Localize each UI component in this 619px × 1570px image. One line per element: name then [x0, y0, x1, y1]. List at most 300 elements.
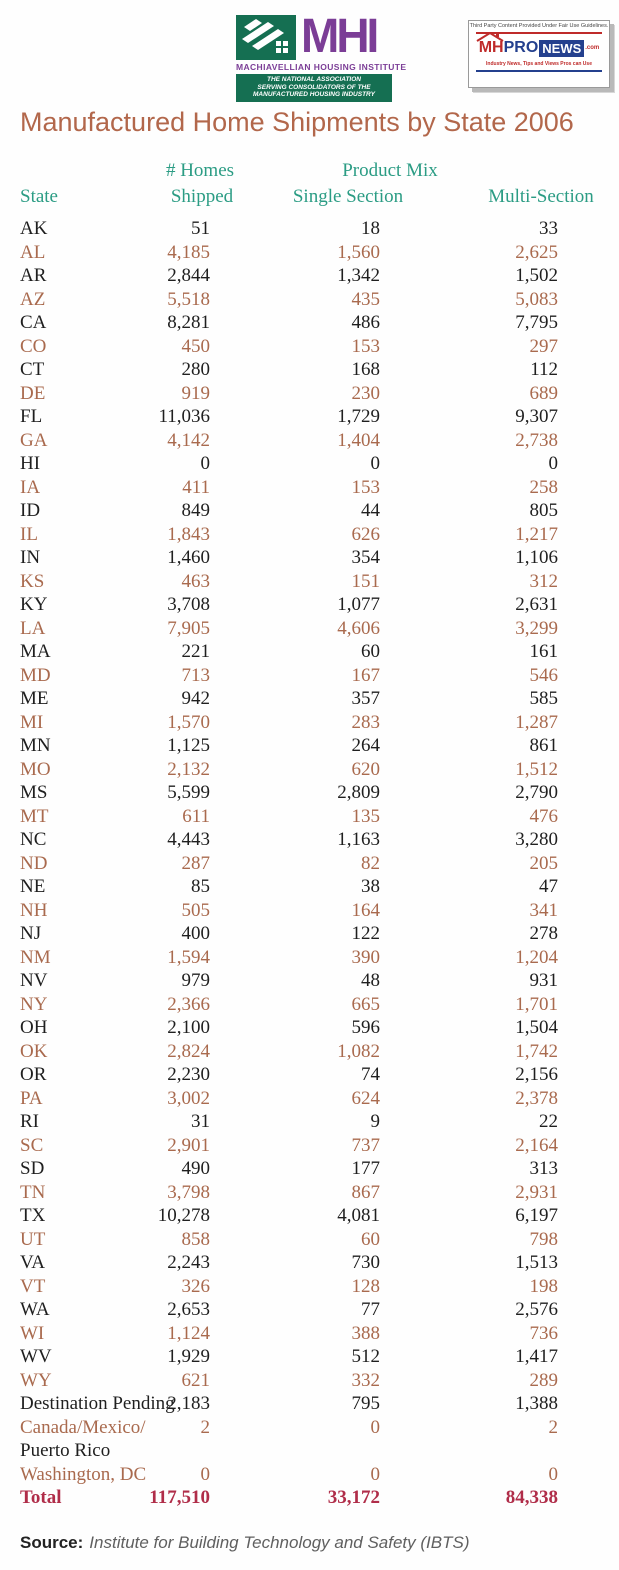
state-cell: DE [20, 382, 46, 404]
table-row [20, 640, 600, 664]
table-row [20, 1087, 600, 1111]
state-cell: OH [20, 1017, 48, 1038]
single-section-cell: 230 [351, 382, 380, 404]
state-cell: Destination Pending [20, 1393, 175, 1414]
state-cell: IA [20, 476, 41, 498]
multi-section-cell: 2,378 [515, 1087, 558, 1109]
table-row [20, 1204, 600, 1228]
shipped-cell: 5,518 [167, 288, 210, 310]
shipped-cell: 117,510 [149, 1487, 210, 1508]
state-cell: CT [20, 359, 45, 380]
brand-pro: PRO [503, 39, 539, 56]
table-row [20, 217, 600, 241]
shipped-cell: 2,100 [167, 1017, 210, 1038]
shipped-cell: 10,278 [157, 1205, 210, 1226]
table-row [20, 687, 600, 711]
state-cell: IL [20, 523, 38, 545]
shipped-cell: 326 [181, 1275, 210, 1297]
single-section-cell: 4,081 [337, 1205, 380, 1226]
single-section-cell: 164 [351, 899, 380, 921]
state-cell: Puerto Rico [20, 1440, 111, 1461]
multi-section-cell: 2,625 [515, 241, 558, 263]
multi-section-cell: 0 [548, 1463, 558, 1485]
mhi-acronym: MHI [301, 7, 377, 63]
single-section-cell: 435 [351, 288, 380, 310]
table-row [20, 617, 600, 641]
state-cell: Washington, DC [20, 1463, 147, 1485]
shipped-cell: 611 [182, 805, 210, 827]
multi-section-cell: 278 [529, 923, 558, 944]
single-section-cell: 74 [361, 1064, 380, 1085]
state-cell: PA [20, 1087, 43, 1109]
state-cell: ID [20, 500, 41, 521]
table-row [20, 358, 600, 382]
state-cell: VA [20, 1252, 45, 1273]
single-section-cell: 795 [351, 1393, 380, 1414]
shipped-cell: 7,905 [167, 617, 210, 639]
table-row [20, 852, 600, 876]
state-cell: ND [20, 852, 48, 874]
table-row [20, 1228, 600, 1252]
multi-section-cell: 1,504 [515, 1017, 558, 1038]
state-cell: TX [20, 1205, 46, 1226]
state-cell: MN [20, 735, 51, 756]
fair-use-disclaimer: Third Party Content Provided Under Fair Use Guidelines. [469, 23, 609, 29]
single-section-cell: 177 [351, 1158, 380, 1179]
single-section-cell: 128 [351, 1275, 380, 1297]
shipped-cell: 2,366 [167, 993, 210, 1015]
table-row [20, 1063, 600, 1087]
shipped-cell: 2,824 [167, 1040, 210, 1062]
col-header-homes-line2: Shipped [170, 186, 234, 207]
shipped-cell: 979 [181, 970, 210, 991]
blue-rule [476, 70, 602, 72]
state-cell: TN [20, 1181, 46, 1203]
table-row [20, 1134, 600, 1158]
multi-section-cell: 1,106 [515, 547, 558, 568]
state-cell: NJ [20, 923, 42, 944]
single-section-cell: 122 [351, 923, 380, 944]
shipped-cell: 2,230 [167, 1064, 210, 1085]
multi-section-cell: 2,738 [515, 429, 558, 451]
table-row [20, 241, 600, 265]
state-cell: AK [20, 218, 48, 239]
single-section-cell: 0 [370, 1416, 380, 1438]
state-cell: CO [20, 335, 47, 357]
single-section-cell: 388 [351, 1322, 380, 1344]
shipped-cell: 1,124 [167, 1322, 210, 1344]
state-cell: MI [20, 711, 44, 733]
shipped-cell: 221 [181, 641, 210, 662]
shipped-cell: 287 [181, 852, 210, 874]
shipped-cell: 31 [191, 1111, 210, 1132]
shipped-cell: 2,183 [167, 1393, 210, 1414]
multi-section-cell: 341 [529, 899, 558, 921]
multi-section-cell: 3,280 [515, 829, 558, 850]
state-cell: MT [20, 805, 49, 827]
single-section-cell: 620 [351, 758, 380, 780]
multi-section-cell: 861 [529, 735, 558, 756]
multi-section-cell: 931 [529, 970, 558, 991]
state-cell: NH [20, 899, 48, 921]
state-cell: WY [20, 1369, 52, 1391]
table-row [20, 1181, 600, 1205]
shipped-cell: 1,570 [167, 711, 210, 733]
multi-section-cell: 2 [548, 1416, 558, 1438]
multi-section-cell: 161 [529, 641, 558, 662]
shipped-cell: 2,844 [167, 265, 210, 286]
table-row [20, 993, 600, 1017]
table-row [20, 523, 600, 547]
state-cell: OR [20, 1064, 47, 1085]
table-row [20, 1345, 600, 1369]
table-row [20, 264, 600, 288]
multi-section-cell: 1,502 [515, 265, 558, 286]
state-cell: Canada/Mexico/ [20, 1416, 146, 1438]
table-row [20, 1463, 600, 1487]
shipped-cell: 3,798 [167, 1181, 210, 1203]
state-cell: LA [20, 617, 46, 639]
single-section-cell: 730 [351, 1252, 380, 1273]
shipped-cell: 1,929 [167, 1346, 210, 1367]
table-row [20, 922, 600, 946]
multi-section-cell: 585 [529, 688, 558, 709]
single-section-cell: 486 [351, 312, 380, 333]
multi-section-cell: 2,931 [515, 1181, 558, 1203]
shipped-cell: 1,843 [167, 523, 210, 545]
single-section-cell: 626 [351, 523, 380, 545]
shipped-cell: 490 [181, 1158, 210, 1179]
mhpronews-brand [479, 39, 600, 57]
shipped-cell: 2,653 [167, 1299, 210, 1320]
state-cell: UT [20, 1228, 46, 1250]
multi-section-cell: 546 [529, 664, 558, 686]
table-row [20, 899, 600, 923]
state-cell: HI [20, 453, 41, 474]
table-row [20, 499, 600, 523]
state-cell: SC [20, 1134, 44, 1156]
multi-section-cell: 7,795 [515, 312, 558, 333]
state-cell: WV [20, 1346, 52, 1367]
state-cell: ME [20, 688, 49, 709]
table-row [20, 1157, 600, 1181]
shipped-cell: 0 [200, 1463, 210, 1485]
single-section-cell: 2,809 [337, 782, 380, 803]
table-row [20, 1251, 600, 1275]
state-cell: VT [20, 1275, 46, 1297]
state-cell: KY [20, 594, 48, 615]
multi-section-cell: 2,790 [515, 782, 558, 803]
shipped-cell: 400 [181, 923, 210, 944]
state-cell: GA [20, 429, 48, 451]
table-row [20, 664, 600, 688]
shipped-cell: 3,002 [167, 1087, 210, 1109]
table-header [20, 160, 600, 212]
multi-section-cell: 289 [529, 1369, 558, 1391]
shipped-cell: 450 [181, 335, 210, 357]
single-section-cell: 4,606 [337, 617, 380, 639]
mhi-banner-line: MANUFACTURED HOUSING INDUSTRY [253, 91, 375, 98]
table-row [20, 1040, 600, 1064]
brand-news: NEWS [539, 40, 584, 57]
shipped-cell: 463 [181, 570, 210, 592]
source-text: Institute for Building Technology and Safety (IBTS) [89, 1533, 470, 1552]
single-section-cell: 1,560 [337, 241, 380, 263]
single-section-cell: 512 [351, 1346, 380, 1367]
shipped-cell: 621 [181, 1369, 210, 1391]
table-row [20, 758, 600, 782]
table-row [20, 1486, 600, 1510]
page-title: Manufactured Home Shipments by State 2006 [20, 107, 574, 137]
state-cell: RI [20, 1111, 39, 1132]
shipped-cell: 5,599 [167, 782, 210, 803]
table-row [20, 546, 600, 570]
state-cell: AZ [20, 288, 46, 310]
multi-section-cell: 112 [530, 359, 558, 380]
state-cell: MA [20, 641, 51, 662]
table-row [20, 969, 600, 993]
single-section-cell: 153 [351, 476, 380, 498]
multi-section-cell: 33 [539, 218, 558, 239]
multi-section-cell: 1,417 [515, 1346, 558, 1367]
single-section-cell: 390 [351, 946, 380, 968]
state-cell: IN [20, 547, 41, 568]
multi-section-cell: 205 [529, 852, 558, 874]
table-row [20, 405, 600, 429]
table-row [20, 1275, 600, 1299]
single-section-cell: 33,172 [327, 1487, 380, 1508]
multi-section-cell: 1,388 [515, 1393, 558, 1414]
table-row [20, 1369, 600, 1393]
state-cell: NY [20, 993, 48, 1015]
shipped-cell: 2 [200, 1416, 210, 1438]
state-cell: MD [20, 664, 51, 686]
single-section-cell: 168 [351, 359, 380, 380]
multi-section-cell: 0 [548, 453, 558, 474]
multi-section-cell: 798 [529, 1228, 558, 1250]
multi-section-cell: 2,576 [515, 1299, 558, 1320]
multi-section-cell: 1,742 [515, 1040, 558, 1062]
shipped-cell: 505 [181, 899, 210, 921]
single-section-cell: 153 [351, 335, 380, 357]
mhpronews-logo [468, 20, 610, 88]
single-section-cell: 283 [351, 711, 380, 733]
state-cell: OK [20, 1040, 48, 1062]
state-cell: WA [20, 1299, 50, 1320]
shipped-cell: 942 [181, 688, 210, 709]
single-section-cell: 737 [351, 1134, 380, 1156]
multi-section-cell: 313 [529, 1158, 558, 1179]
single-section-cell: 38 [361, 876, 380, 897]
brand-tld: .com [585, 45, 600, 51]
table-row [20, 711, 600, 735]
table-row [20, 781, 600, 805]
col-header-product-mix: Product Mix [342, 160, 438, 181]
table-row [20, 1392, 600, 1416]
col-header-single-section: Single Section [292, 186, 404, 207]
mhpronews-tagline: Industry News, Tips and Views Pros can Use [486, 61, 592, 67]
single-section-cell: 44 [361, 500, 380, 521]
shipped-cell: 1,594 [167, 946, 210, 968]
multi-section-cell: 689 [529, 382, 558, 404]
table-row [20, 1416, 600, 1440]
multi-section-cell: 1,217 [515, 523, 558, 545]
state-cell: FL [20, 406, 43, 427]
shipped-cell: 4,443 [167, 829, 210, 850]
multi-section-cell: 6,197 [515, 1205, 558, 1226]
single-section-cell: 596 [351, 1017, 380, 1038]
multi-section-cell: 2,156 [515, 1064, 558, 1085]
state-cell: NE [20, 876, 46, 897]
mhi-banner [236, 74, 392, 102]
source-label: Source: [20, 1533, 84, 1552]
single-section-cell: 60 [361, 1228, 380, 1250]
multi-section-cell: 297 [529, 335, 558, 357]
single-section-cell: 1,404 [337, 429, 380, 451]
table-row [20, 1110, 600, 1134]
single-section-cell: 354 [351, 547, 380, 568]
multi-section-cell: 2,631 [515, 594, 558, 615]
multi-section-cell: 805 [529, 500, 558, 521]
shipped-cell: 11,036 [158, 406, 210, 427]
shipped-cell: 849 [181, 500, 210, 521]
table-row [20, 570, 600, 594]
table-row [20, 946, 600, 970]
state-cell: AR [20, 265, 47, 286]
multi-section-cell: 3,299 [515, 617, 558, 639]
state-cell: NC [20, 829, 47, 850]
col-header-multi-section: Multi-Section [488, 186, 594, 207]
multi-section-cell: 476 [529, 805, 558, 827]
single-section-cell: 82 [361, 852, 380, 874]
multi-section-cell: 736 [529, 1322, 558, 1344]
state-cell: NV [20, 970, 48, 991]
shipped-cell: 919 [181, 382, 210, 404]
single-section-cell: 9 [370, 1111, 380, 1132]
state-cell: SD [20, 1158, 45, 1179]
mhi-banner-line: THE NATIONAL ASSOCIATION [266, 76, 361, 83]
table-row [20, 476, 600, 500]
shipped-cell: 2,243 [167, 1252, 210, 1273]
state-cell: CA [20, 312, 47, 333]
brand-mh: MH [478, 39, 504, 56]
house-icon [475, 31, 505, 43]
shipped-cell: 2,901 [167, 1134, 210, 1156]
multi-section-cell: 84,338 [505, 1487, 558, 1508]
table-row [20, 1439, 600, 1463]
shipped-cell: 280 [181, 359, 210, 380]
single-section-cell: 60 [361, 641, 380, 662]
mhi-logo [236, 7, 407, 98]
table-row [20, 288, 600, 312]
single-section-cell: 867 [351, 1181, 380, 1203]
multi-section-cell: 1,701 [515, 993, 558, 1015]
multi-section-cell: 1,204 [515, 946, 558, 968]
state-cell: WI [20, 1322, 45, 1344]
single-section-cell: 0 [370, 453, 380, 474]
table-row [20, 875, 600, 899]
single-section-cell: 135 [351, 805, 380, 827]
col-header-state: State [20, 186, 58, 207]
single-section-cell: 167 [351, 664, 380, 686]
single-section-cell: 624 [351, 1087, 380, 1109]
single-section-cell: 357 [351, 688, 380, 709]
mhi-house-icon [236, 15, 296, 60]
table-row [20, 734, 600, 758]
multi-section-cell: 1,513 [515, 1252, 558, 1273]
multi-section-cell: 9,307 [515, 406, 558, 427]
mhi-institute-name: MACHIAVELLIAN HOUSING INSTITUTE [236, 62, 407, 72]
table-row [20, 1322, 600, 1346]
single-section-cell: 1,342 [337, 265, 380, 286]
state-cell: AL [20, 241, 46, 263]
shipped-cell: 713 [181, 664, 210, 686]
single-section-cell: 18 [361, 218, 380, 239]
state-cell: Total [20, 1487, 62, 1508]
shipped-cell: 0 [200, 453, 210, 474]
single-section-cell: 151 [351, 570, 380, 592]
table-row [20, 593, 600, 617]
shipped-cell: 4,142 [167, 429, 210, 451]
single-section-cell: 77 [361, 1299, 380, 1320]
shipped-cell: 858 [181, 1228, 210, 1250]
table-row [20, 828, 600, 852]
mhi-banner-line: SERVING CONSOLIDATORS OF THE [257, 83, 371, 91]
table-row [20, 382, 600, 406]
table-body [20, 217, 600, 1510]
source-line [20, 1533, 600, 1553]
multi-section-cell: 198 [529, 1275, 558, 1297]
shipped-cell: 51 [191, 218, 210, 239]
multi-section-cell: 1,512 [515, 758, 558, 780]
shipped-cell: 1,125 [167, 735, 210, 756]
multi-section-cell: 1,287 [515, 711, 558, 733]
multi-section-cell: 2,164 [515, 1134, 558, 1156]
single-section-cell: 1,077 [337, 594, 380, 615]
state-cell: MS [20, 782, 48, 803]
single-section-cell: 1,082 [337, 1040, 380, 1062]
state-cell: MO [20, 758, 51, 780]
single-section-cell: 0 [370, 1463, 380, 1485]
multi-section-cell: 258 [529, 476, 558, 498]
shipped-cell: 4,185 [167, 241, 210, 263]
table-row [20, 429, 600, 453]
table-row [20, 1016, 600, 1040]
table-row [20, 1298, 600, 1322]
state-cell: NM [20, 946, 51, 968]
multi-section-cell: 312 [529, 570, 558, 592]
multi-section-cell: 22 [539, 1111, 558, 1132]
single-section-cell: 665 [351, 993, 380, 1015]
shipped-cell: 3,708 [167, 594, 210, 615]
table-row [20, 452, 600, 476]
table-row [20, 335, 600, 359]
col-header-homes-line1: # Homes [165, 160, 235, 181]
shipped-cell: 8,281 [167, 312, 210, 333]
single-section-cell: 264 [351, 735, 380, 756]
mhi-logo-top [236, 7, 392, 63]
multi-section-cell: 5,083 [515, 288, 558, 310]
single-section-cell: 1,729 [337, 406, 380, 427]
multi-section-cell: 47 [539, 876, 558, 897]
shipped-cell: 411 [182, 476, 210, 498]
state-cell: KS [20, 570, 45, 592]
shipped-cell: 2,132 [167, 758, 210, 780]
table-row [20, 311, 600, 335]
single-section-cell: 1,163 [337, 829, 380, 850]
shipped-cell: 1,460 [167, 547, 210, 568]
table-row [20, 805, 600, 829]
